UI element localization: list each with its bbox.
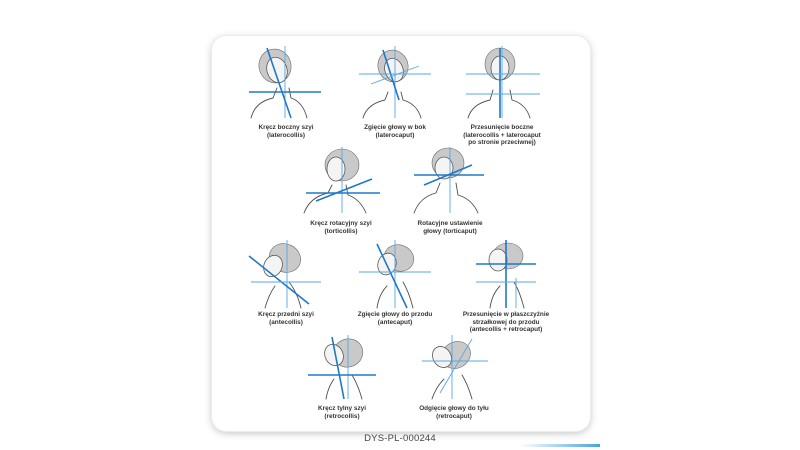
- antecaput-caption: Zgięcie głowy do przodu (antecaput): [357, 311, 433, 326]
- antecaput-illustration: [355, 238, 435, 310]
- retrocaput-caption: Odgięcie głowy do tyłu (retrocaput): [419, 405, 489, 420]
- laterocaput-illustration: [355, 44, 435, 120]
- retrocollis-caption: Kręcz tylny szyi (retrocollis): [318, 405, 366, 420]
- torticaput-illustration: [408, 145, 490, 215]
- accent-line: [520, 444, 600, 447]
- lateral-shift-illustration: [460, 44, 544, 120]
- laterocollis-illustration: [245, 44, 325, 120]
- laterocollis-caption: Kręcz boczny szyi (laterocollis): [258, 124, 314, 139]
- sagittal-shift-illustration: [470, 238, 542, 310]
- laterocaput-caption: Zgięcie głowy w bok (laterocaput): [364, 124, 426, 139]
- retrocollis-illustration: [304, 333, 380, 401]
- torticollis-caption: Kręcz rotacyjny szyi (torticollis): [310, 220, 372, 235]
- document-code: DYS-PL-000244: [364, 433, 436, 444]
- sagittal-shift-caption: Przesunięcie w płaszczyźnie strzałkowej do przodu (antecollis + retrocaput): [462, 311, 550, 334]
- torticaput-caption: Rotacyjne ustawienie głowy (torticaput): [417, 220, 483, 235]
- torticollis-illustration: [302, 145, 384, 215]
- retrocaput-illustration: [416, 333, 492, 401]
- antecollis-illustration: [245, 238, 325, 310]
- antecollis-caption: Kręcz przedni szyi (antecollis): [258, 311, 314, 326]
- lateral-shift-caption: Przesunięcie boczne (laterocollis + laterocaput po stronie przeciwnej): [463, 124, 541, 147]
